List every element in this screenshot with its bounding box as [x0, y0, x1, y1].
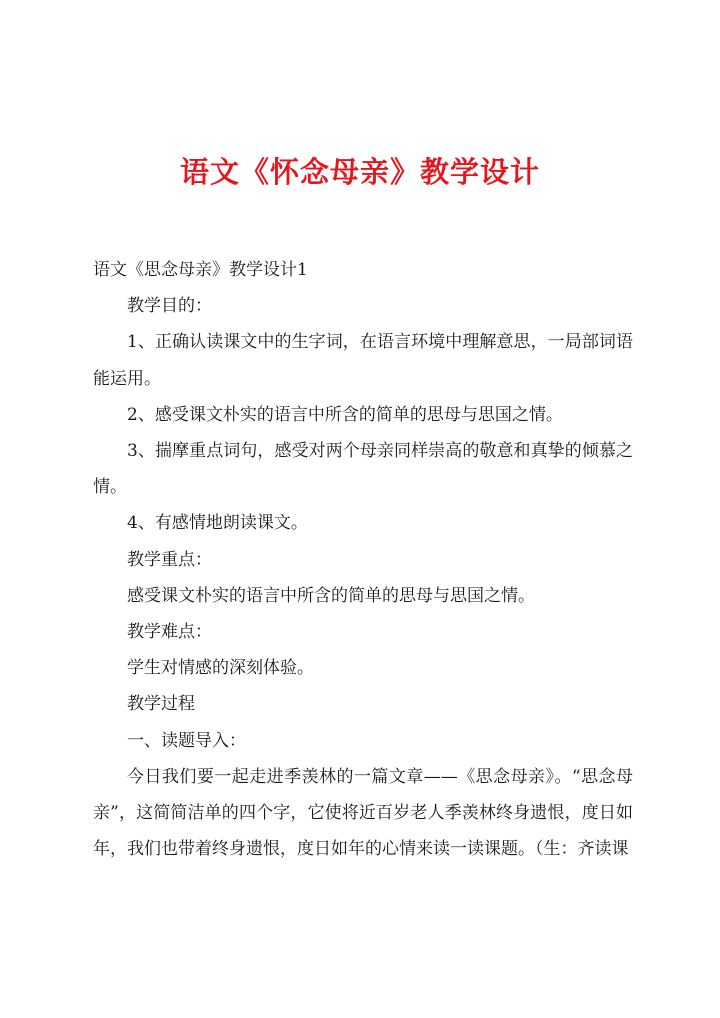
- paragraph: 4、有感情地朗读课文。: [127, 513, 308, 534]
- paragraph: 教学目的：: [127, 296, 212, 317]
- paragraph: 教学过程: [127, 694, 195, 715]
- paragraph: 教学重点：: [127, 549, 212, 570]
- paragraph: 教学难点：: [127, 622, 212, 643]
- paragraph: 学生对情感的深刻体验。: [127, 658, 314, 679]
- paragraph: 3、揣摩重点词句，感受对两个母亲同样崇高的敬意和真挚的倾慕之情。: [93, 441, 633, 498]
- paragraph: 一、读题导入：: [127, 730, 246, 751]
- paragraph: 1、正确认读课文中的生字词，在语言环境中理解意思，一局部词语能运用。: [93, 332, 633, 389]
- paragraph: 2、感受课文朴实的语言中所含的简单的思母与思国之情。: [127, 404, 563, 425]
- paragraph: 感受课文朴实的语言中所含的简单的思母与思国之情。: [127, 585, 535, 606]
- document-title: 语文《怀念母亲》教学设计: [179, 155, 540, 189]
- paragraph: 今日我们要一起走进季羡林的一篇文章——《思念母亲》。“思念母亲”，这简简洁单的四个字，它使将近百岁老人季羡林终身遗恨，度日如年，我们也带着终身遗恨，度日如年的心情来读一读课题。（生：齐读课: [93, 766, 633, 860]
- section-heading: 语文《思念母亲》教学设计1: [93, 260, 308, 280]
- document-body: [93, 252, 633, 867]
